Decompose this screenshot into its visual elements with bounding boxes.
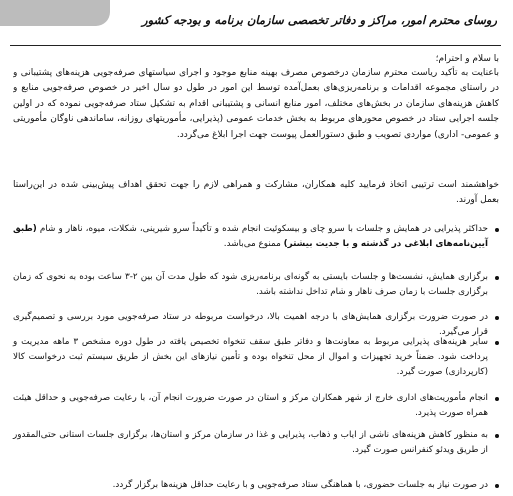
- list-item: [13, 391, 499, 424]
- bullet-dot-icon: [495, 434, 499, 438]
- greeting: با سلام و احترام؛: [435, 54, 499, 64]
- bullet-dot-icon: [495, 316, 499, 320]
- list-item-text: به منظور کاهش هزینه‌های ناشی از ایاب و ذهاب، پذیرایی و غذا در سازمان مرکز و استان‌ها، برگزاری جلسات استانی حتی‌المقدور از طریق ویدئو کنفرانس صورت گیرد.: [13, 430, 488, 456]
- list-item: [13, 270, 499, 306]
- list-item-text: انجام مأموریت‌های اداری خارج از شهر همکاران مرکز و استان در صورت ضرورت انجام آن، با رعایت صرفه‌جویی و حداقل هیئت همراه صورت پذیرد.: [13, 393, 488, 419]
- list-item-text: برگزاری همایش، نشست‌ها و جلسات بایستی به گونه‌ای برنامه‌ریزی شود که طول مدت آن بین ۲-۳ ساعت بوده به نحوی که زمان برگزاری جلسات با زمان صرف ناهار و شام تداخل نداشته باشد.: [13, 272, 488, 298]
- intro-paragraph: باعنایت به تأکید ریاست محترم سازمان درخصوص مصرف بهینه منابع موجود و اجرای سیاستهای صرفه‌جویی هزینه‌های پشتیبانی و در راستای مجموعه اقدامات و برنامه‌ریزی‌های بعمل‌آمده توسط این امور در طول دو سال اخیر در خصوص صرفه‌جویی منابع و کاهش هزینه‌های سازمان در بخش‌های مختلف، امور منابع انسانی و پشتیبانی اقدام به تشکیل ستاد صرفه‌جویی نموده که در اولین جلسه اجرایی ستاد در خصوص محورهای مربوط به بخش خدمات عمومی (پذیرایی، مأموریتهای روزانه، ساماندهی ناوگان مأموریتی و عمومی- اداری) مواردی تصویب و طبق دستورالعمل پیوست جهت اجرا ابلاغ می‌گردد.: [13, 68, 499, 140]
- bullet-dot-icon: [495, 341, 499, 345]
- addressee-line: روسای محترم امور، مراکز و دفاتر تخصصی سازمان برنامه و بودجه کشور: [142, 13, 497, 27]
- list-item: [13, 310, 499, 338]
- list-item: [13, 428, 499, 474]
- list-item: [13, 335, 499, 387]
- directive-list: [13, 222, 499, 496]
- request-paragraph: خواهشمند است ترتیبی اتخاذ فرمایید کلیه همکاران، مشارکت و همراهی لازم را جهت تحقق اهداف پیش‌بینی شده در این‌راستا بعمل آورند.: [13, 180, 499, 206]
- list-item-text: سایر هزینه‌های پذیرایی مربوط به معاونت‌ها و دفاتر طبق سقف تنخواه تخصیص یافته در طول دوره مشخص ۳ ماهه مدیریت و پرداخت شود. ضمناً خرید تجهیزات و اموال از محل تنخواه بوده و تأمین نیازهای این بخش از طریق سیستم ثبت درخواست کالا (کارپردازی) صورت گیرد.: [13, 337, 488, 378]
- bullet-dot-icon: [495, 484, 499, 488]
- header-divider: [10, 45, 501, 46]
- list-item-text: در صورت نیاز به جلسات حضوری، با هماهنگی ستاد صرفه‌جویی و با رعایت حداقل هزینه‌ها برگزار گردد.: [112, 480, 488, 490]
- list-item: [13, 478, 499, 492]
- list-item-text: در صورت ضرورت برگزاری همایش‌های با درجه اهمیت بالا، درخواست مربوطه در ستاد صرفه‌جویی مورد بررسی و تصمیم‌گیری قرار می‌گیرد.: [13, 312, 488, 338]
- list-item: [13, 222, 499, 266]
- list-item-text: حداکثر پذیرایی در همایش و جلسات با سرو چای و بیسکوئیت انجام شده و تأکیداً سرو شیرینی، شکلات، میوه، ناهار و شام: [36, 224, 488, 234]
- bullet-dot-icon: [495, 397, 499, 401]
- bullet-dot-icon: [495, 228, 499, 232]
- list-item-tail: ممنوع می‌باشد.: [223, 239, 284, 250]
- header-watermark: [0, 0, 110, 26]
- bullet-dot-icon: [495, 276, 499, 280]
- list-item-emphasis: (طبق آیین‌نامه‌های ابلاغی در گذشته و با جدیت بیشتر): [13, 224, 488, 250]
